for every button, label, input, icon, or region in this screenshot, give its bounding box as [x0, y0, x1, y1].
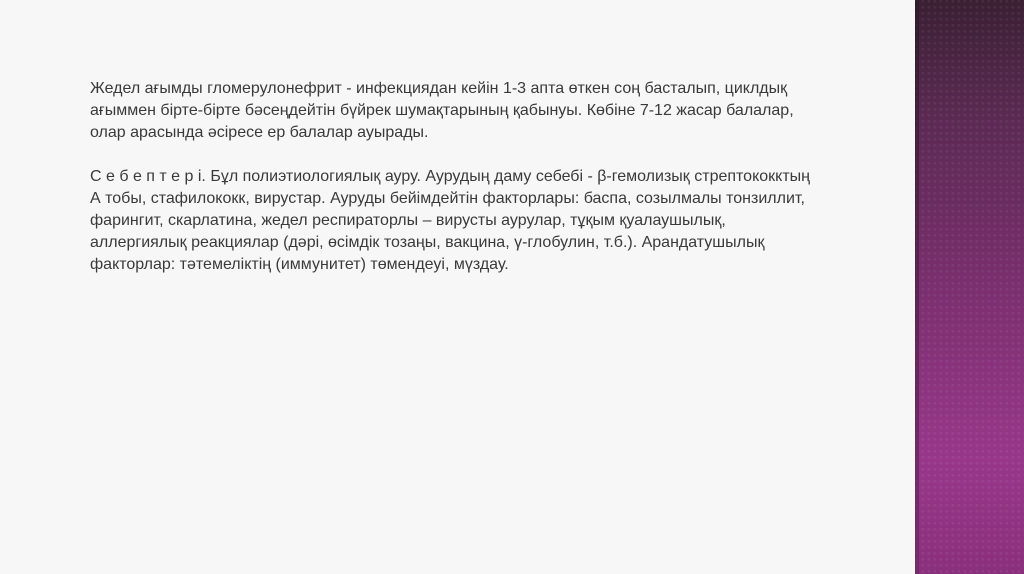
paragraph-causes: С е б е п т е р і. Бұл полиэтиологиялық ауру. Аурудың даму себебі - β-гемолизық стрептококктың А тобы, стафилококк, вирустар. Ауруды бейімдейтін факторлары: баспа, созылмалы тонзиллит, фарингит, скарлатина, жедел респираторлы – вирусты аурулар, тұқым қуалаушылық, аллергиялық реакциялар (дәрі, өсімдік тозаңы, вакцина, γ-глобулин, т.б.). Арандатушылық факторлар: тәтемеліктің (иммунитет) төмендеуі, мүздау.	[90, 168, 810, 273]
slide-body	[90, 78, 920, 276]
paragraph-definition: Жедел ағымды гломерулонефрит - инфекциядан кейін 1-3 апта өткен соң басталып, циклдық ағыммен бірте-бірте бәсеңдейтін бүйрек шумақтарының қабынуы. Көбіне 7-12 жасар балалар, олар арасында әсіресе ер балалар ауырады.	[90, 80, 794, 141]
decorative-side-band	[915, 0, 1024, 574]
